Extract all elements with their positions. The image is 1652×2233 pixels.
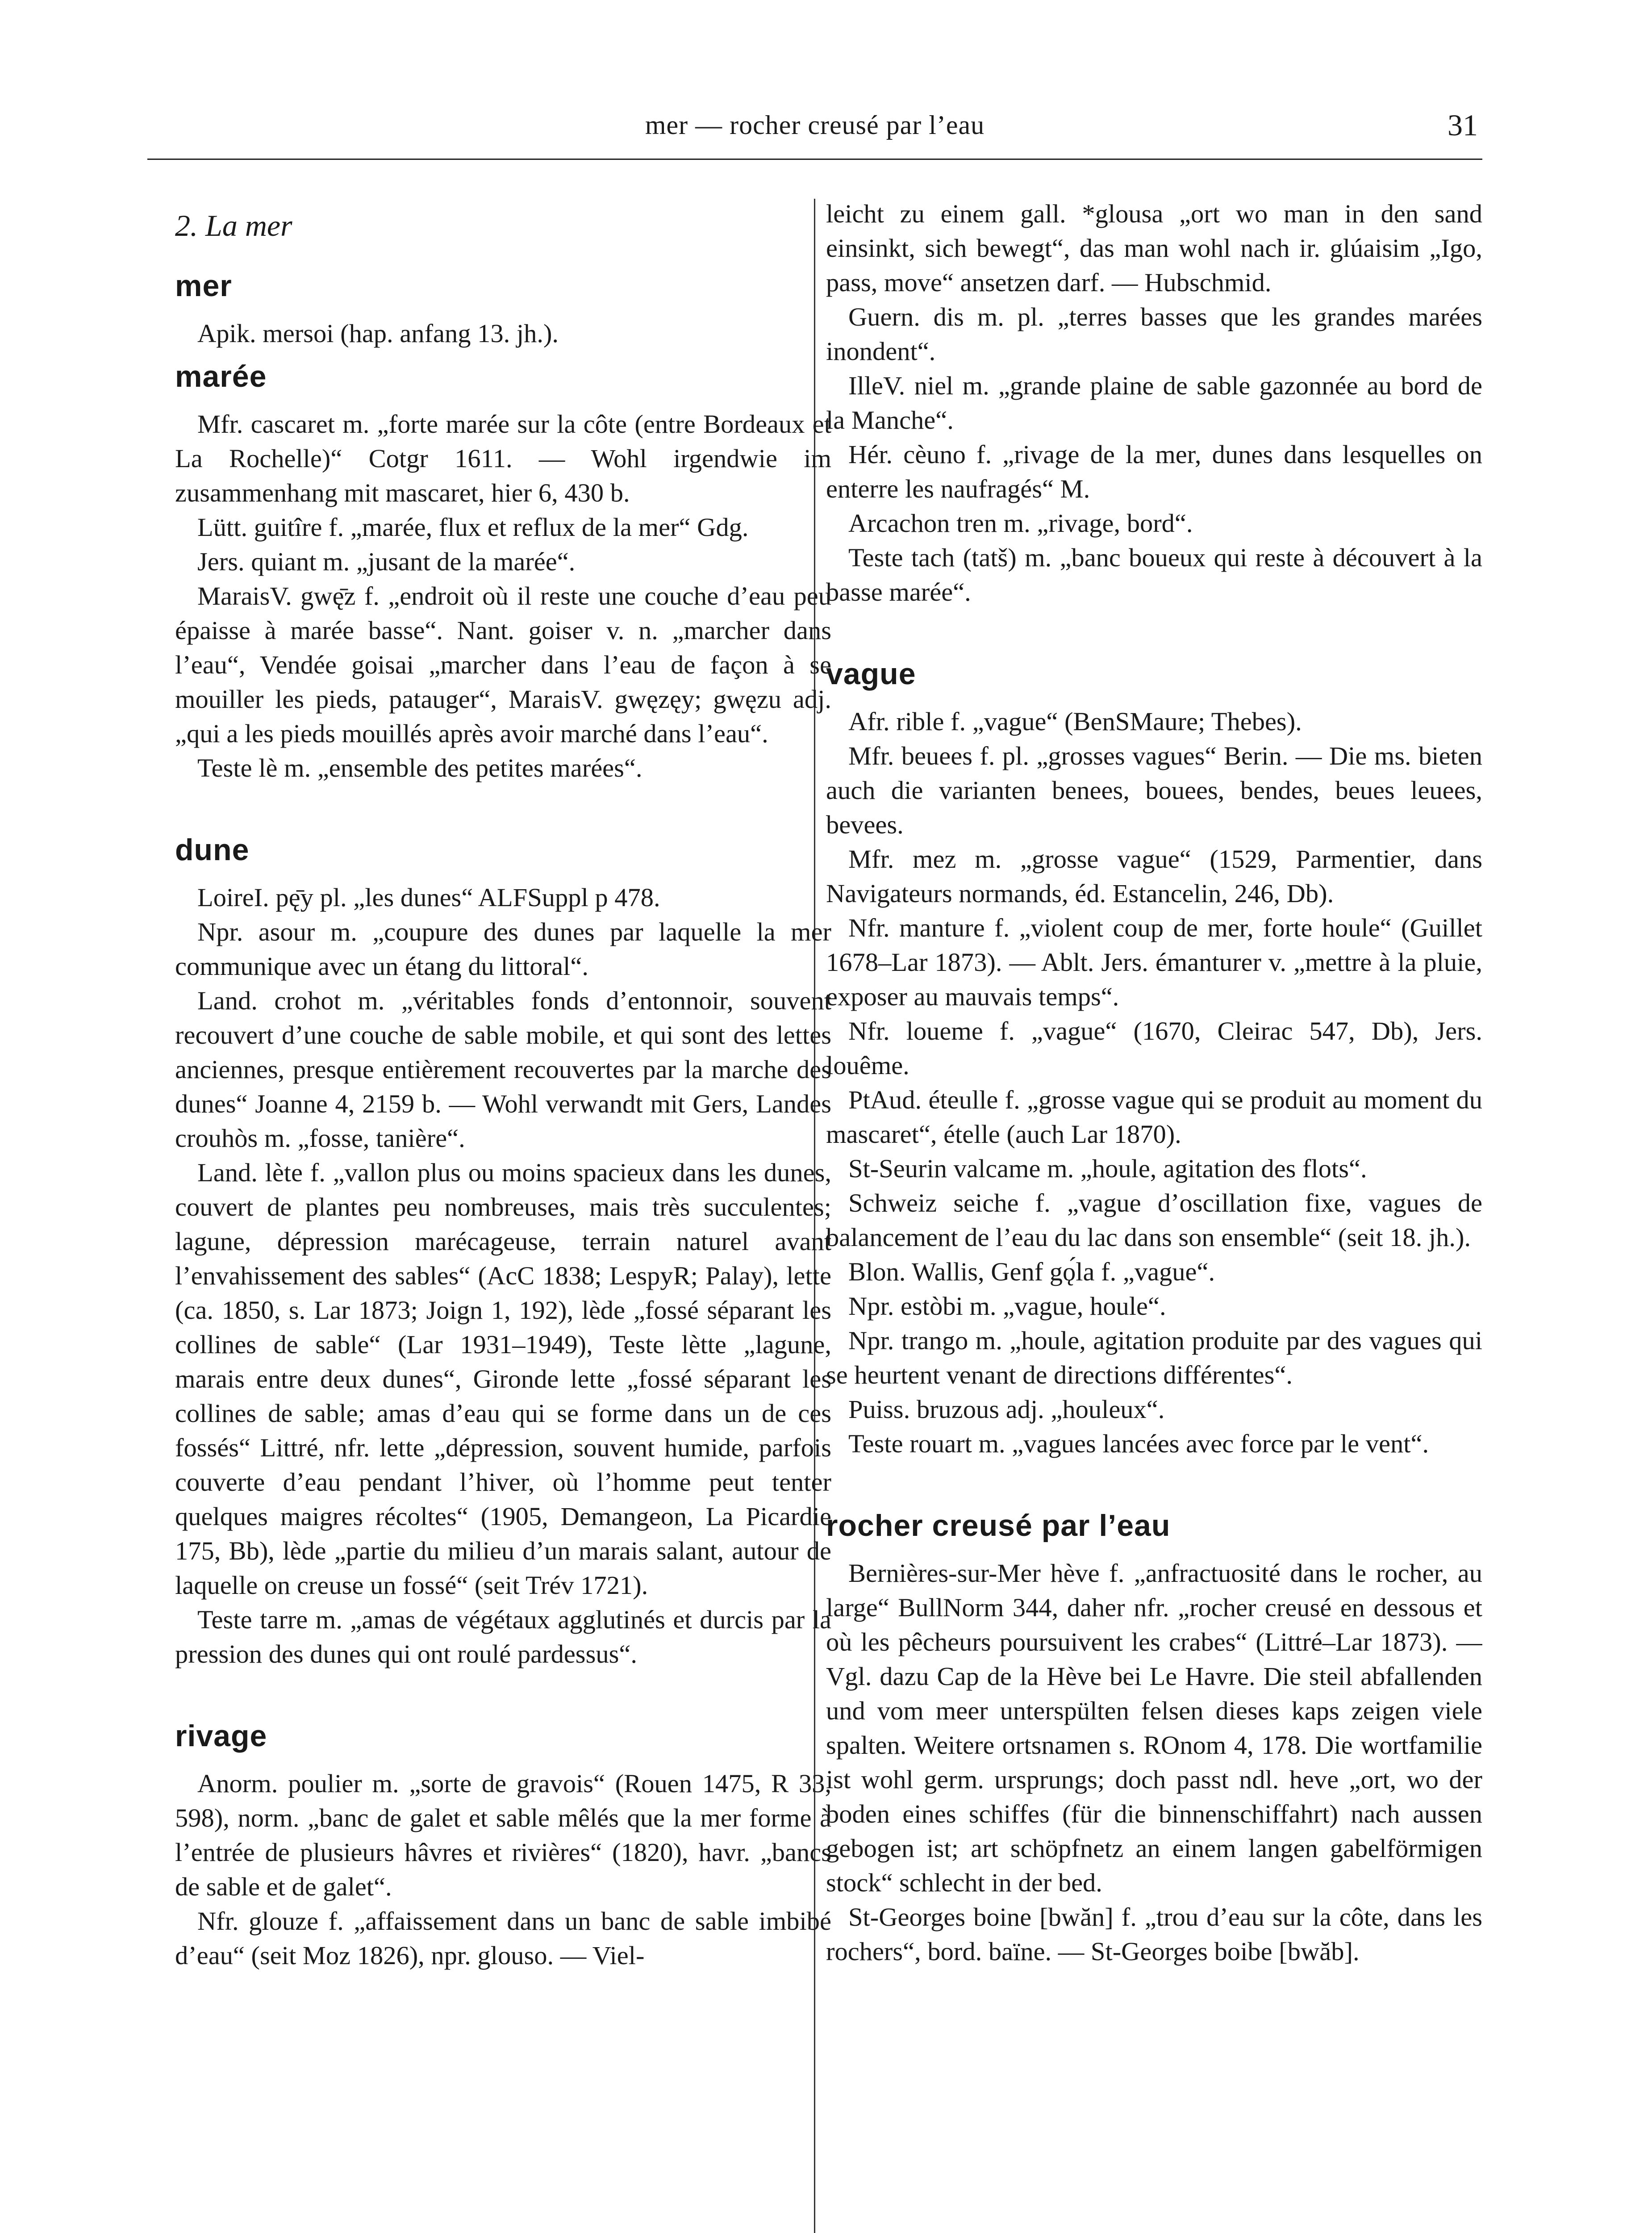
entry-rivage-continued (826, 197, 1482, 609)
entry-paragraph: Teste lè m. „ensemble des petites marées“. (197, 753, 642, 782)
entry-maree (175, 354, 831, 785)
page-number: 31 (1448, 108, 1478, 142)
entry-paragraph: Land. crohot m. „véritables fonds d’entonnoir, souvent recouvert d’une couche de sable mobile, et qui sont des lettes anciennes, presque entièrement recouvertes par la marche des dunes“ Joanne 4, 2159 b. — Wohl verwandt mit Gers, Landes crouhòs m. „fosse, tanière“. (175, 986, 831, 1153)
headword-rivage: rivage (175, 1719, 267, 1753)
entry-vague (826, 652, 1482, 1461)
entry-paragraph: Schweiz seiche f. „vague d’oscillation fixe, vagues de balancement de l’eau du lac dans son ensemble“ (seit 18. jh.). (826, 1188, 1482, 1252)
entry-paragraph: MaraisV. gwę̄z f. „endroit où il reste une couche d’eau peu épaisse à marée basse“. Nant. goiser v. n. „marcher dans l’eau“, Vendée goisai „marcher dans l’eau de façon à se mouiller les pieds, patauger“, MaraisV. gwęzęy; gwęzu adj. „qui a les pieds mouillés après avoir marché dans l’eau“. (175, 581, 831, 748)
entry-paragraph: Hér. cèuno f. „rivage de la mer, dunes dans lesquelles on enterre les naufragés“ M. (826, 440, 1482, 503)
entry-paragraph: Land. lète f. „vallon plus ou moins spacieux dans les dunes, couvert de plantes peu nombreuses, mais très succulentes; lagune, dépression marécageuse, terrain naturel avant l’envahissement des sables“ (AcC 1838; LespyR; Palay), lette (ca. 1850, s. Lar 1873; Joign 1, 192), lède „fossé séparant les collines de sable“ (Lar 1931–1949), Teste lètte „lagune, marais entre deux dunes“, Gironde lette „fossé séparant les collines de sable; amas d’eau qui se forme dans un de ces fossés“ Littré, nfr. lette „dépression, souvent humide, parfois couverte d’eau pendant l’hiver, où l’homme peut tenter quelques maigres récoltes“ (1905, Demangeon, La Picardie 175, Bb), lède „partie du milieu d’un marais salant, autour de laquelle on creuse un fossé“ (seit Trév 1721). (175, 1158, 831, 1600)
headword-dune: dune (175, 833, 250, 867)
entry-paragraph: Mfr. cascaret m. „forte marée sur la côte (entre Bordeaux et La Rochelle)“ Cotgr 1611. — Wohl irgendwie im zusammenhang mit mascaret, hier 6, 430 b. (175, 410, 831, 507)
entry-paragraph: Bernières-sur-Mer hève f. „anfractuosité dans le rocher, au large“ BullNorm 344, daher nfr. „rocher creusé en dessous et où les pêcheurs poursuivent les crabes“ (Littré–Lar 1873). — Vgl. dazu Cap de la Hève bei Le Havre. Die steil abfallenden und vom meer unterspülten felsen dieses kaps zeigen viele spalten. Weitere ortsnamen s. ROnom 4, 178. Die wortfamilie ist wohl germ. ursprungs; doch passt ndl. heve „ort, wo der boden eines schiffes (für die binnenschiffahrt) nach aussen gebogen ist; art schöpfnetz an einem langen gabelförmigen stock“ schlecht in der bed. (826, 1559, 1482, 1897)
entry-paragraph: Afr. rible f. „vague“ (BenSMaure; Thebes). (848, 707, 1302, 736)
entry-paragraph: IlleV. niel m. „grande plaine de sable gazonnée au bord de la Manche“. (826, 371, 1482, 435)
entry-paragraph: Npr. estòbi m. „vague, houle“. (848, 1292, 1166, 1321)
entry-paragraph: Lütt. guitîre f. „marée, flux et reflux de la mer“ Gdg. (197, 513, 749, 542)
left-column (175, 197, 831, 2233)
entry-rocher-creuse (826, 1503, 1482, 1969)
entry-paragraph: Teste tach (tatš) m. „banc boueux qui reste à découvert à la basse marée“. (826, 543, 1482, 606)
entry-paragraph: Nfr. glouze f. „affaissement dans un banc de sable imbibé d’eau“ (seit Moz 1826), npr. glouso. — Viel- (175, 1907, 831, 1970)
right-column (826, 197, 1482, 2233)
entry-paragraph: leicht zu einem gall. *glousa „ort wo man in den sand einsinkt, sich bewegt“, das man wohl nach ir. glúaisim „Igo, pass, move“ ansetzen darf. — Hubschmid. (826, 199, 1482, 297)
entry-paragraph: Npr. asour m. „coupure des dunes par laquelle la mer communique avec un étang du littoral“. (175, 917, 831, 981)
entry-paragraph: Mfr. mez m. „grosse vague“ (1529, Parmentier, dans Navigateurs normands, éd. Estancelin, 246, Db). (826, 845, 1482, 908)
entry-paragraph: St-Georges boine [bwăn] f. „trou d’eau sur la côte, dans les rochers“, bord. baïne. — St-Georges boibe [bwăb]. (826, 1903, 1482, 1966)
entry-dune (175, 828, 831, 1671)
entry-paragraph: Puiss. bruzous adj. „houleux“. (848, 1395, 1165, 1424)
entry-mer (175, 263, 831, 351)
entry-paragraph: Mfr. beuees f. pl. „grosses vagues“ Berin. — Die ms. bieten auch die varianten benees, bouees, bendes, beues leuees, bevees. (826, 741, 1482, 839)
entry-paragraph: St-Seurin valcame m. „houle, agitation des flots“. (848, 1154, 1367, 1183)
entry-paragraph: Guern. dis m. pl. „terres basses que les grandes marées inondent“. (826, 302, 1482, 366)
headword-mer: mer (175, 269, 232, 303)
entry-paragraph: Arcachon tren m. „rivage, bord“. (848, 509, 1193, 538)
entry-rivage (175, 1714, 831, 1973)
section-title: 2. La mer (175, 209, 292, 243)
entry-paragraph: LoireI. pę̄y pl. „les dunes“ ALFSuppl p 478. (197, 883, 660, 912)
entry-paragraph: Blon. Wallis, Genf gǫ́la f. „vague“. (848, 1257, 1215, 1286)
entry-paragraph: Jers. quiant m. „jusant de la marée“. (197, 547, 576, 576)
entry-paragraph: Apik. mersoi (hap. anfang 13. jh.). (197, 319, 559, 348)
entry-paragraph: Anorm. poulier m. „sorte de gravois“ (Rouen 1475, R 33, 598), norm. „banc de galet et sable mêlés que la mer forme à l’entrée de plusieurs hâvres et rivières“ (1820), havr. „bancs de sable et de galet“. (175, 1769, 831, 1901)
entry-paragraph: Teste tarre m. „amas de végétaux agglutinés et durcis par la pression des dunes qui ont roulé pardessus“. (175, 1605, 831, 1668)
headword-maree: marée (175, 360, 267, 393)
headword-vague: vague (826, 657, 916, 691)
running-head: mer — rocher creusé par l’eau (645, 110, 985, 140)
entry-paragraph: Nfr. loueme f. „vague“ (1670, Cleirac 547, Db), Jers. louême. (826, 1016, 1482, 1080)
entry-paragraph: Npr. trango m. „houle, agitation produite par des vagues qui se heurtent venant de directions différentes“. (826, 1326, 1482, 1389)
page-header (147, 105, 1482, 160)
entry-paragraph: Teste rouart m. „vagues lancées avec force par le vent“. (848, 1429, 1429, 1458)
headword-rocher-creuse: rocher creusé par l’eau (826, 1509, 1171, 1543)
entry-paragraph: PtAud. éteulle f. „grosse vague qui se produit au moment du mascaret“, ételle (auch Lar 1870). (826, 1085, 1482, 1149)
entry-paragraph: Nfr. manture f. „violent coup de mer, forte houle“ (Guillet 1678–Lar 1873). — Ablt. Jers. émanturer v. „mettre à la pluie, exposer au mauvais temps“. (826, 913, 1482, 1011)
